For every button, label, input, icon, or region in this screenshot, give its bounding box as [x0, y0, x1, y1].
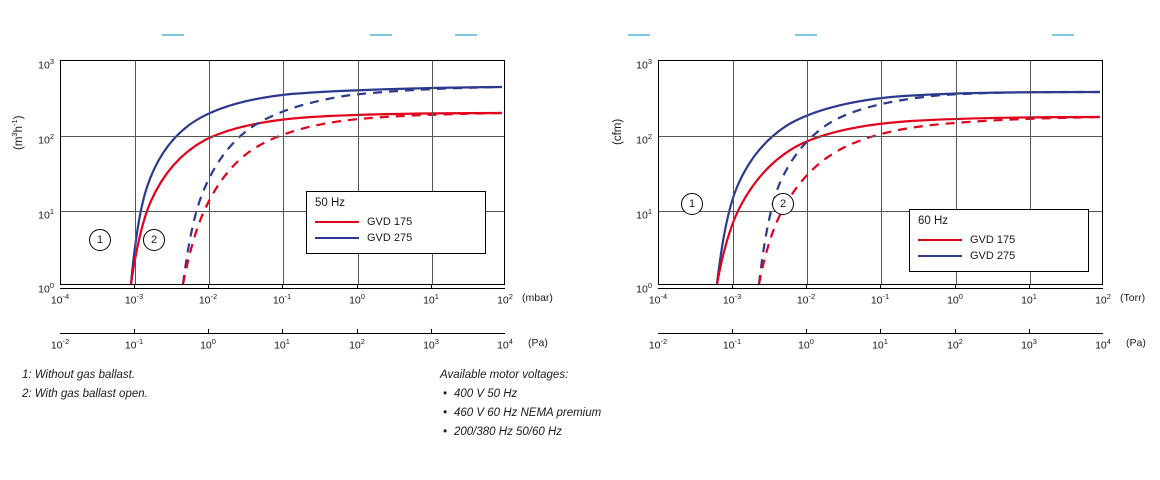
- footnotes: [22, 366, 148, 404]
- x-tick-mark: [732, 329, 733, 333]
- x-tick-mark: [955, 284, 956, 288]
- dash-mark: [370, 34, 392, 36]
- dash-mark: [162, 34, 184, 36]
- y-tick-label: $10^1$: [636, 207, 652, 222]
- x-tick-label: $10^1$: [274, 337, 290, 352]
- x-tick-mark: [431, 284, 432, 288]
- legend-swatch-gvd175: [315, 221, 359, 223]
- legend-row: [315, 214, 477, 230]
- x-tick-mark: [880, 284, 881, 288]
- x-tick-mark: [134, 329, 135, 333]
- list-item: • 400 V 50 Hz: [454, 385, 601, 404]
- gridline-vertical: [881, 61, 882, 284]
- gridline-horizontal: [659, 136, 1102, 137]
- x-axis-unit-torr: (Torr): [1120, 292, 1146, 304]
- x-tick-label: $10^{-4}$: [50, 292, 70, 307]
- dash-mark: [795, 34, 817, 36]
- x-tick-mark: [806, 284, 807, 288]
- footnote-2: 2: With gas ballast open.: [22, 388, 148, 400]
- x-tick-label: $10^{-2}$: [50, 337, 70, 352]
- x-axis-pa-60hz: [648, 333, 1146, 352]
- motor-voltages-title: Available motor voltages:: [440, 369, 569, 381]
- x-axis-pa-50hz: [50, 333, 548, 352]
- x-tick-label: $10^{-1}$: [272, 292, 292, 307]
- x-tick-label: $10^0$: [798, 337, 814, 352]
- x-tick-label: $10^4$: [497, 337, 513, 352]
- x-tick-label: $10^{-2}$: [198, 292, 218, 307]
- x-axis-unit-mbar: (mbar): [522, 292, 553, 304]
- list-item: • 200/380 Hz 50/60 Hz: [454, 423, 601, 442]
- x-tick-label: $10^{-3}$: [124, 292, 144, 307]
- x-axis-mbar-50hz: [50, 288, 553, 307]
- x-tick-label: $10^3$: [1021, 337, 1037, 352]
- x-tick-mark: [357, 284, 358, 288]
- y-axis-label-left: $(m^3h^{-1})$: [10, 115, 25, 150]
- legend-label-gvd275: GVD 275: [367, 232, 413, 244]
- plot-area-60hz: [658, 60, 1103, 285]
- x-axis-unit-pa: (Pa): [528, 337, 548, 349]
- x-tick-label: $10^1$: [872, 337, 888, 352]
- x-tick-label: $10^0$: [947, 292, 963, 307]
- chart-50hz: [12, 45, 552, 375]
- annotation-marker-1: 1: [681, 193, 703, 215]
- x-tick-label: $10^3$: [423, 337, 439, 352]
- legend-title: 60 Hz: [918, 215, 949, 227]
- footnote-1: 1: Without gas ballast.: [22, 369, 136, 381]
- annotation-marker-1: 1: [89, 229, 111, 251]
- x-tick-mark: [732, 284, 733, 288]
- x-tick-label: $10^2$: [349, 337, 365, 352]
- legend-swatch-gvd275: [315, 237, 359, 239]
- dash-mark: [455, 34, 477, 36]
- x-tick-label: $10^{-4}$: [648, 292, 668, 307]
- dash-mark: [1052, 34, 1074, 36]
- gridline-vertical: [209, 61, 210, 284]
- plot-area-50hz: [60, 60, 505, 285]
- motor-voltages-list: [440, 385, 601, 442]
- x-tick-label: $10^{-3}$: [722, 292, 742, 307]
- gridline-horizontal: [61, 136, 504, 137]
- x-tick-mark: [880, 329, 881, 333]
- x-axis-line: [60, 333, 505, 334]
- x-tick-label: $10^{-2}$: [796, 292, 816, 307]
- x-tick-label: $10^0$: [349, 292, 365, 307]
- x-axis-line: [658, 333, 1103, 334]
- y-tick-label: $10^1$: [38, 207, 54, 222]
- gridline-vertical: [135, 61, 136, 284]
- chart-60hz: [610, 45, 1150, 375]
- legend-label-gvd175: GVD 175: [367, 216, 413, 228]
- x-tick-mark: [1029, 284, 1030, 288]
- gridline-vertical: [733, 61, 734, 284]
- x-tick-label: $10^{-1}$: [870, 292, 890, 307]
- x-tick-label: $10^{-1}$: [124, 337, 144, 352]
- gridline-vertical: [283, 61, 284, 284]
- legend-label-gvd275: GVD 275: [970, 250, 1016, 262]
- x-tick-mark: [357, 329, 358, 333]
- legend-60hz: [909, 209, 1089, 272]
- legend-row: [315, 230, 477, 246]
- legend-row: [918, 248, 1080, 264]
- x-axis-line: [658, 288, 1103, 289]
- legend-label-gvd175: GVD 175: [970, 234, 1016, 246]
- x-tick-mark: [955, 329, 956, 333]
- x-tick-label: $10^4$: [1095, 337, 1111, 352]
- annotation-marker-2: 2: [143, 229, 165, 251]
- x-tick-label: $10^2$: [497, 292, 513, 307]
- x-tick-mark: [282, 284, 283, 288]
- x-tick-label: $10^2$: [1095, 292, 1111, 307]
- x-axis-unit-pa: (Pa): [1126, 337, 1146, 349]
- dash-mark: [628, 34, 650, 36]
- x-axis-line: [60, 288, 505, 289]
- x-tick-label: $10^2$: [947, 337, 963, 352]
- x-axis-torr-60hz: [648, 288, 1146, 307]
- x-tick-mark: [282, 329, 283, 333]
- y-axis-label-right: (cfm): [612, 118, 624, 145]
- legend-row: [918, 232, 1080, 248]
- list-item: • 460 V 60 Hz NEMA premium: [454, 404, 601, 423]
- x-tick-label: $10^1$: [1021, 292, 1037, 307]
- annotation-marker-2: 2: [772, 193, 794, 215]
- x-tick-mark: [1029, 329, 1030, 333]
- legend-swatch-gvd175: [918, 239, 962, 241]
- x-tick-mark: [431, 329, 432, 333]
- legend-title: 50 Hz: [315, 197, 346, 209]
- legend-swatch-gvd275: [918, 255, 962, 257]
- x-tick-mark: [208, 284, 209, 288]
- motor-voltages-block: [440, 366, 601, 442]
- x-tick-mark: [208, 329, 209, 333]
- top-decorative-dashes: [0, 34, 1160, 38]
- y-tick-label: $10^2$: [38, 132, 54, 147]
- y-tick-label: $10^3$: [636, 57, 652, 72]
- x-tick-mark: [134, 284, 135, 288]
- x-tick-label: $10^{-1}$: [722, 337, 742, 352]
- x-tick-mark: [806, 329, 807, 333]
- y-tick-label: $10^0$: [636, 281, 652, 296]
- x-tick-label: $10^0$: [200, 337, 216, 352]
- y-tick-label: $10^2$: [636, 132, 652, 147]
- legend-50hz: [306, 191, 486, 254]
- gridline-vertical: [807, 61, 808, 284]
- y-tick-label: $10^0$: [38, 281, 54, 296]
- x-tick-label: $10^{-2}$: [648, 337, 668, 352]
- x-tick-label: $10^1$: [423, 292, 439, 307]
- y-tick-label: $10^3$: [38, 57, 54, 72]
